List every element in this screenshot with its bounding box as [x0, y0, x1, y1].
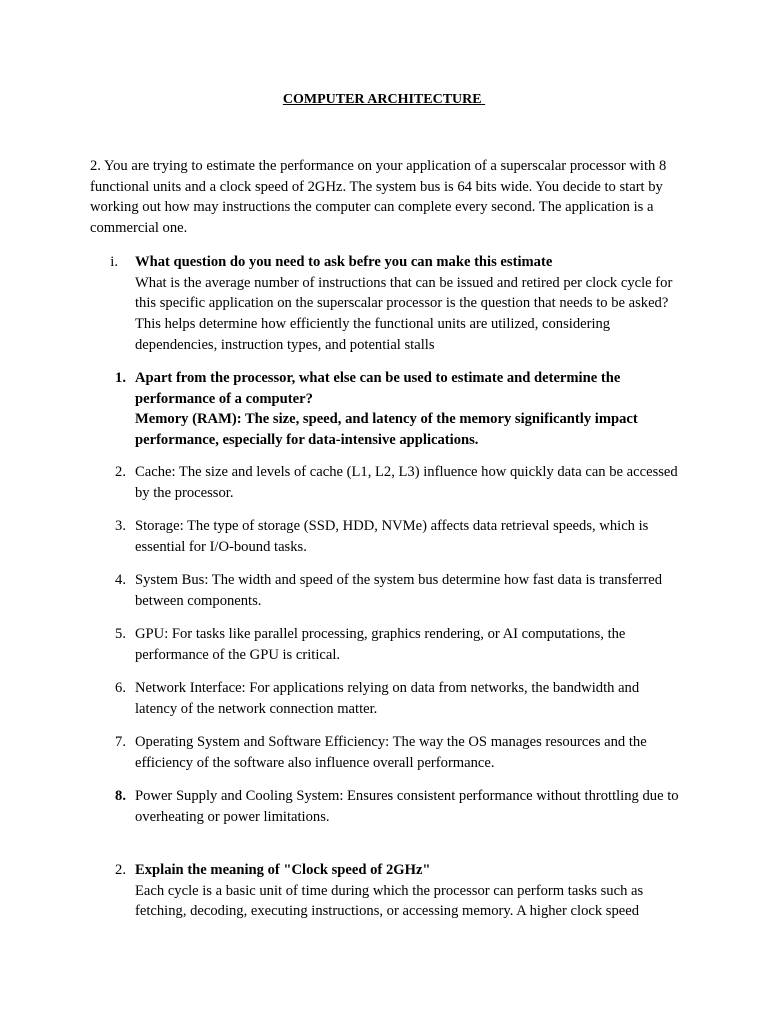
list-item-text: Operating System and Software Efficiency: The way the OS manages resources and the efficiency of the software also influence overall performance. — [135, 734, 647, 771]
question-heading: What question do you need to ask befre you can make this estimate — [135, 254, 553, 270]
list-item-text: GPU: For tasks like parallel processing, graphics rendering, or AI computations, the performance of the GPU is critical. — [135, 626, 626, 663]
list-marker: 1. — [115, 370, 126, 386]
list-item-body — [135, 252, 683, 356]
document-title: COMPUTER ARCHITECTURE — [282, 92, 486, 107]
list-marker: 3. — [115, 518, 126, 534]
list-marker: 2. — [115, 464, 126, 480]
list-item-text: System Bus: The width and speed of the system bus determine how fast data is transferred between components. — [135, 572, 663, 609]
question-heading: Explain the meaning of "Clock speed of 2GHz" — [135, 862, 431, 878]
list-item-body — [135, 860, 683, 922]
list-marker: 5. — [115, 626, 126, 642]
list-item-text: Cache: The size and levels of cache (L1, L2, L3) influence how quickly data can be accessed by the processor. — [135, 464, 678, 501]
list-marker: 4. — [115, 572, 126, 588]
list-item-text: Power Supply and Cooling System: Ensures consistent performance without throttling due to overheating or power limitations. — [135, 788, 679, 825]
list-item-text: Storage: The type of storage (SSD, HDD, NVMe) affects data retrieval speeds, which is essential for I/O-bound tasks. — [135, 518, 649, 555]
list-marker: 8. — [115, 788, 126, 804]
question-intro: 2. You are trying to estimate the performance on your application of a superscalar processor with 8 functional units and a clock speed of 2GHz. The system bus is 64 bits wide. You decide to start by working out how may instructions the computer can complete every second. The application is a commercial one. — [90, 158, 667, 237]
question-heading: Apart from the processor, what else can be used to estimate and determine the performance of a computer? — [135, 370, 621, 407]
answer-text: Each cycle is a basic unit of time during which the processor can perform tasks such as fetching, decoding, executing instructions, or accessing memory. A higher clock speed — [135, 882, 644, 920]
list-marker: 6. — [115, 680, 126, 696]
list-marker: i. — [110, 254, 118, 270]
list-marker: 2. — [115, 862, 126, 878]
list-item-text: Network Interface: For applications relying on data from networks, the bandwidth and latency of the network connection matter. — [135, 680, 640, 717]
answer-text: What is the average number of instructions that can be issued and retired per clock cycle for this specific application on the superscalar processor is the question that needs to be asked? This helps determine how efficiently the functional units are utilized, considering dependencies, instruction types, and potential stalls — [135, 274, 673, 353]
list-marker: 7. — [115, 734, 126, 750]
answer-text: Memory (RAM): The size, speed, and latency of the memory significantly impact performance, especially for data-intensive applications. — [135, 411, 638, 449]
list-item-body — [135, 368, 683, 451]
